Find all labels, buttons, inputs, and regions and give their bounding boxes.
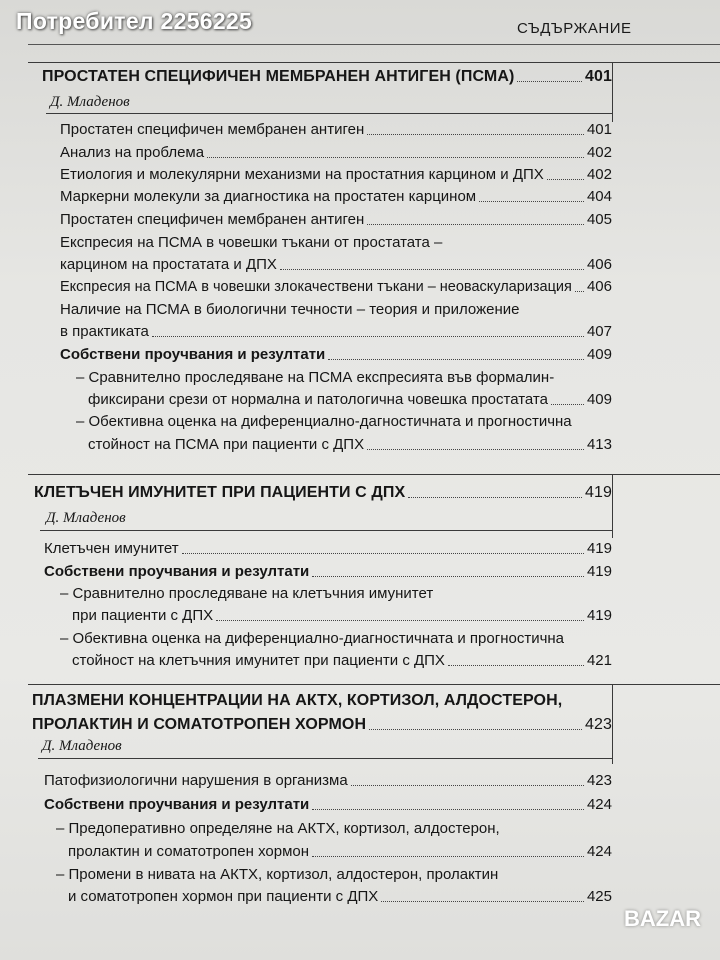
page-number: 419 — [586, 540, 612, 557]
page-number: 406 — [586, 256, 612, 273]
page-number: 401 — [585, 68, 612, 85]
section-title: КЛЕТЪЧЕН ИМУНИТЕТ ПРИ ПАЦИЕНТИ С ДПХ — [34, 484, 406, 501]
entry-text: Етиология и молекулярни механизми на простатния карцином и ДПХ — [60, 166, 544, 183]
author-rule — [46, 113, 612, 114]
running-header: СЪДЪРЖАНИЕ — [517, 20, 632, 37]
page-number: 404 — [586, 188, 612, 205]
toc-entry — [44, 540, 612, 558]
entry-text: Маркерни молекули за диагностика на простатен карцином — [60, 188, 477, 205]
toc-entry — [44, 563, 612, 581]
section-rule — [28, 684, 720, 685]
entry-text: Клетъчен имунитет — [44, 540, 179, 557]
entry-text: Простатен специфичен мембранен антиген — [60, 121, 365, 138]
entry-text: в практиката — [60, 323, 149, 340]
leader-dots — [551, 404, 584, 405]
entry-text: Простатен специфичен мембранен антиген — [60, 211, 365, 228]
entry-text: фиксирани срези от нормална и патологична човешка простатата — [88, 391, 548, 408]
leader-dots — [381, 901, 584, 902]
leader-dots — [367, 224, 584, 225]
entry-text: карцином на простатата и ДПХ — [60, 256, 277, 273]
entry-text-line1: Експресия на ПСМА в човешки тъкани от простатата – — [60, 234, 443, 251]
toc-entry — [60, 144, 612, 162]
section-title-line1: ПЛАЗМЕНИ КОНЦЕНТРАЦИИ НА АКТХ, КОРТИЗОЛ, АЛДОСТЕРОН, — [32, 692, 563, 709]
section-border — [612, 474, 613, 538]
author-rule — [40, 530, 612, 531]
page-number: 407 — [586, 323, 612, 340]
section-border — [612, 62, 613, 122]
toc-entry — [60, 188, 612, 206]
page-number: 402 — [586, 144, 612, 161]
entry-text-line1: Наличие на ПСМА в биологични течности – теория и приложение — [60, 301, 520, 318]
leader-dots — [517, 81, 582, 82]
page-number: 419 — [585, 484, 612, 501]
user-watermark: Потребител 2256225 — [16, 8, 253, 34]
page-number: 419 — [586, 607, 612, 624]
page-number: 401 — [586, 121, 612, 138]
entry-text: Патофизиологични нарушения в организма — [44, 772, 348, 789]
toc-entry — [60, 323, 612, 341]
leader-dots — [367, 449, 584, 450]
toc-entry — [60, 166, 612, 184]
page-number: 409 — [586, 346, 612, 363]
toc-entry — [60, 256, 612, 274]
author: Д. Младенов — [42, 738, 122, 754]
leader-dots — [280, 269, 584, 270]
author: Д. Младенов — [50, 94, 130, 110]
entry-text: стойност на ПСМА при пациенти с ДПХ — [88, 436, 365, 453]
entry-text: стойност на клетъчния имунитет при пациенти с ДПХ — [72, 652, 445, 669]
entry-text-line1: – Сравнително проследяване на ПСМА експресията във формалин- — [76, 369, 555, 386]
section-title-row — [32, 716, 612, 734]
leader-dots — [328, 359, 584, 360]
section-title-row — [34, 484, 612, 502]
entry-text: Експресия на ПСМА в човешки злокачествени тъкани – неоваскуларизация — [60, 279, 572, 295]
leader-dots — [312, 856, 584, 857]
entry-text-line1: – Предоперативно определяне на АКТХ, кортизол, алдостерон, — [56, 820, 500, 837]
page-number: 413 — [586, 436, 612, 453]
leader-dots — [351, 785, 584, 786]
leader-dots — [448, 665, 584, 666]
bazar-logo: BAZAR — [624, 906, 701, 931]
page-number: 419 — [586, 563, 612, 580]
section-title: ПРОЛАКТИН И СОМАТОТРОПЕН ХОРМОН — [32, 716, 367, 733]
entry-text: Собствени проучвания и резултати — [44, 796, 310, 813]
toc-entry — [60, 278, 612, 296]
entry-text-line1: – Промени в нивата на АКТХ, кортизол, алдостерон, пролактин — [56, 866, 499, 883]
entry-text: пролактин и соматотропен хормон — [68, 843, 310, 860]
leader-dots — [575, 291, 584, 292]
toc-entry — [68, 843, 612, 861]
page-number: 421 — [586, 652, 612, 669]
section-title-row — [42, 68, 612, 86]
entry-text: Собствени проучвания и резултати — [60, 346, 326, 363]
page-number: 402 — [586, 166, 612, 183]
toc-entry — [60, 121, 612, 139]
entry-text: Собствени проучвания и резултати — [44, 563, 310, 580]
header-rule — [28, 44, 720, 45]
section-rule — [28, 474, 720, 475]
toc-entry — [72, 652, 612, 670]
page-number: 423 — [586, 772, 612, 789]
entry-text-line1: – Обективна оценка на диференциално-дагностичната и прогностична — [76, 413, 572, 430]
page-number: 409 — [586, 391, 612, 408]
toc-entry — [60, 211, 612, 229]
leader-dots — [367, 134, 584, 135]
leader-dots — [479, 201, 584, 202]
page-number: 423 — [585, 716, 612, 733]
toc-entry — [44, 772, 612, 790]
toc-entry — [72, 607, 612, 625]
leader-dots — [369, 729, 582, 730]
toc-entry — [60, 346, 612, 364]
leader-dots — [207, 157, 584, 158]
leader-dots — [312, 576, 584, 577]
toc-entry — [44, 796, 612, 814]
section-title: ПРОСТАТЕН СПЕЦИФИЧЕН МЕМБРАНЕН АНТИГЕН (ПСМА) — [42, 68, 515, 85]
leader-dots — [312, 809, 584, 810]
leader-dots — [547, 179, 584, 180]
page-number: 406 — [586, 278, 612, 295]
entry-text: при пациенти с ДПХ — [72, 607, 214, 624]
page-number: 425 — [586, 888, 612, 905]
entry-text: и соматотропен хормон при пациенти с ДПХ — [68, 888, 379, 905]
toc-entry — [88, 436, 612, 454]
page-number: 405 — [586, 211, 612, 228]
entry-text-line1: – Обективна оценка на диференциално-диагностичната и прогностична — [60, 630, 565, 647]
leader-dots — [182, 553, 584, 554]
author: Д. Младенов — [46, 510, 126, 526]
leader-dots — [408, 497, 582, 498]
leader-dots — [152, 336, 584, 337]
toc-entry — [68, 888, 612, 906]
page-number: 424 — [586, 796, 612, 813]
author-rule — [38, 758, 612, 759]
section-border — [612, 684, 613, 764]
leader-dots — [216, 620, 584, 621]
entry-text: Анализ на проблема — [60, 144, 205, 161]
section-rule — [28, 62, 720, 63]
toc-entry — [88, 391, 612, 409]
page-number: 424 — [586, 843, 612, 860]
entry-text-line1: – Сравнително проследяване на клетъчния имунитет — [60, 585, 434, 602]
